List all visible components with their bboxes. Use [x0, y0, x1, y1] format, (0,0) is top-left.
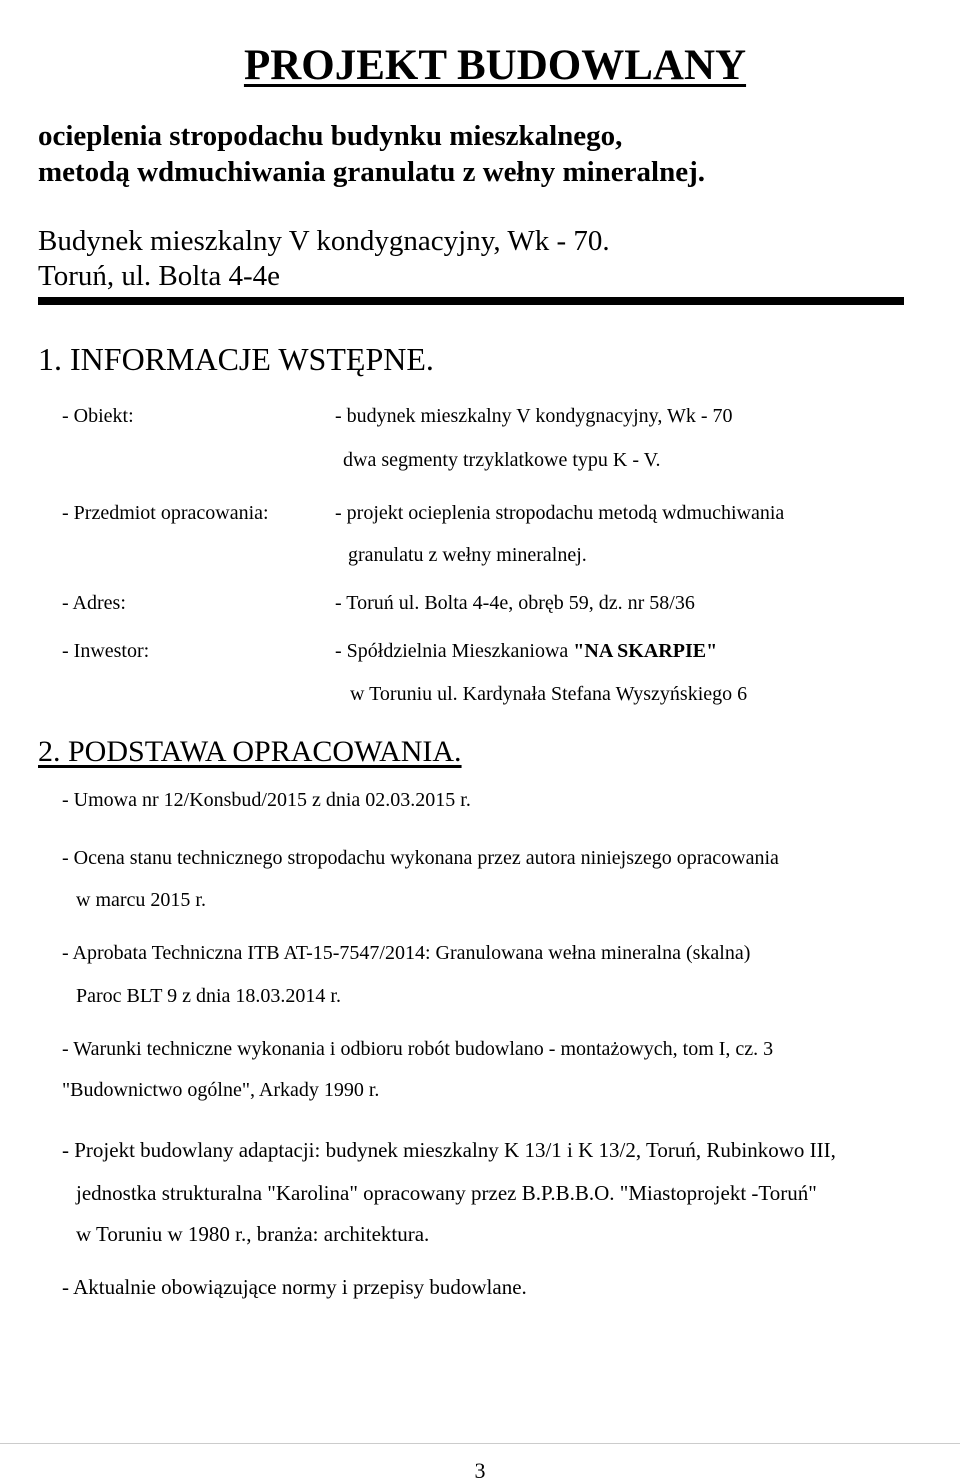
building-line: Budynek mieszkalny V kondygnacyjny, Wk - 70.	[38, 225, 610, 257]
row-przedmiot-label: - Przedmiot opracowania:	[62, 502, 269, 524]
footer-divider	[0, 1443, 960, 1444]
basis-item-3: - Aprobata Techniczna ITB AT-15-7547/2014: Granulowana wełna mineralna (skalna)	[62, 942, 751, 964]
row-przedmiot-value-cont: granulatu z wełny mineralnej.	[348, 544, 587, 566]
row-inwestor-value-cont: w Toruniu ul. Kardynała Stefana Wyszyńskiego 6	[350, 683, 748, 705]
inwestor-name: - Spółdzielnia Mieszkaniowa	[335, 640, 574, 662]
subtitle-line-1: ocieplenia stropodachu budynku mieszkalnego,	[38, 120, 623, 152]
address-line: Toruń, ul. Bolta 4-4e	[38, 260, 281, 292]
row-obiekt-label: - Obiekt:	[62, 405, 134, 427]
row-adres-value: - Toruń ul. Bolta 4-4e, obręb 59, dz. nr 58/36	[335, 592, 695, 614]
basis-item-2-cont: w marcu 2015 r.	[76, 889, 206, 911]
basis-item-2: - Ocena stanu technicznego stropodachu wykonana przez autora niniejszego opracowania	[62, 847, 779, 869]
row-inwestor-label: - Inwestor:	[62, 640, 150, 662]
page-number: 3	[474, 1458, 486, 1483]
basis-item-3-cont: Paroc BLT 9 z dnia 18.03.2014 r.	[76, 985, 341, 1007]
row-inwestor-value	[335, 638, 717, 664]
row-adres-label: - Adres:	[62, 592, 126, 614]
row-przedmiot-value: - projekt ocieplenia stropodachu metodą wdmuchiwania	[335, 502, 785, 524]
basis-item-5-cont: jednostka strukturalna "Karolina" opracowany przez B.P.B.B.O. "Miastoprojekt -Toruń"	[76, 1181, 817, 1205]
basis-item-4-cont: "Budownictwo ogólne", Arkady 1990 r.	[62, 1079, 380, 1101]
row-obiekt-value: - budynek mieszkalny V kondygnacyjny, Wk - 70	[335, 405, 733, 427]
basis-item-5: - Projekt budowlany adaptacji: budynek mieszkalny K 13/1 i K 13/2, Toruń, Rubinkowo III,	[62, 1138, 836, 1162]
basis-item-4: - Warunki techniczne wykonania i odbioru robót budowlano - montażowych, tom I, cz. 3	[62, 1038, 774, 1060]
horizontal-divider	[38, 297, 904, 305]
basis-item-6: - Aktualnie obowiązujące normy i przepisy budowlane.	[62, 1275, 527, 1299]
document-title: PROJEKT BUDOWLANY	[243, 42, 747, 89]
subtitle-line-2: metodą wdmuchiwania granulatu z wełny mineralnej.	[38, 156, 705, 188]
basis-item-5-cont2: w Toruniu w 1980 r., branża: architektura.	[76, 1222, 430, 1246]
inwestor-name-bold: "NA SKARPIE"	[573, 640, 718, 662]
section1-heading: 1. INFORMACJE WSTĘPNE.	[38, 341, 434, 377]
section2-heading: 2. PODSTAWA OPRACOWANIA.	[38, 735, 462, 768]
basis-item-1: - Umowa nr 12/Konsbud/2015 z dnia 02.03.2015 r.	[62, 789, 471, 811]
row-obiekt-value-cont: dwa segmenty trzyklatkowe typu K - V.	[343, 449, 661, 471]
